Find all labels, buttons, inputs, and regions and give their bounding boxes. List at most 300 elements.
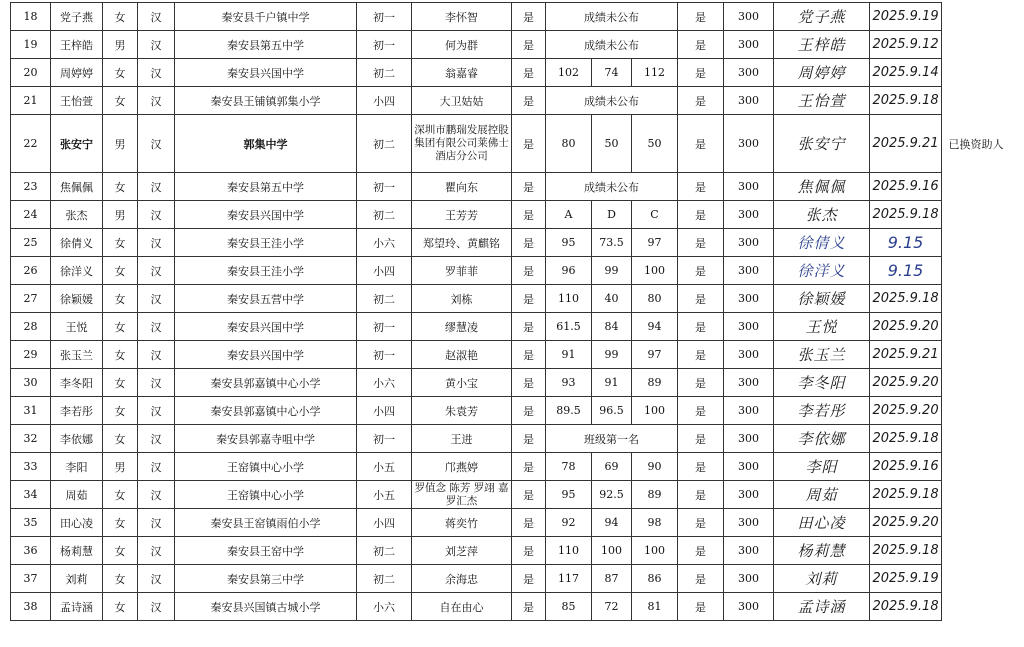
confirmed-cell: 是 xyxy=(678,425,724,453)
grade-cell: 小四 xyxy=(357,509,412,537)
row-number-cell: 30 xyxy=(11,369,51,397)
donor-cell: 王进 xyxy=(412,425,512,453)
student-name-cell: 徐洋义 xyxy=(51,257,103,285)
ethnicity-cell: 汉 xyxy=(138,397,175,425)
score-cell: 92 xyxy=(546,509,592,537)
row-number-cell: 26 xyxy=(11,257,51,285)
remark-cell xyxy=(942,59,1011,87)
row-number-cell: 32 xyxy=(11,425,51,453)
score-cell: 84 xyxy=(592,313,632,341)
amount-cell: 300 xyxy=(724,425,774,453)
grade-cell: 初二 xyxy=(357,565,412,593)
donor-cell: 翁嘉睿 xyxy=(412,59,512,87)
remark-cell xyxy=(942,173,1011,201)
gender-cell: 男 xyxy=(103,201,138,229)
confirmed-cell: 是 xyxy=(678,285,724,313)
score-cell: D xyxy=(592,201,632,229)
row-number-cell: 34 xyxy=(11,481,51,509)
grade-cell: 初一 xyxy=(357,31,412,59)
remark-cell xyxy=(942,257,1011,285)
eligibility-cell: 是 xyxy=(512,481,546,509)
signature-date-cell: 2025.9.19 xyxy=(870,565,942,593)
score-cell: 72 xyxy=(592,593,632,621)
eligibility-cell: 是 xyxy=(512,59,546,87)
score-cell: 112 xyxy=(632,59,678,87)
ethnicity-cell: 汉 xyxy=(138,257,175,285)
donor-cell: 刘芝萍 xyxy=(412,537,512,565)
table-row xyxy=(11,565,1011,593)
eligibility-cell: 是 xyxy=(512,565,546,593)
signature-cell: 田心凌 xyxy=(774,509,870,537)
row-number-cell: 29 xyxy=(11,341,51,369)
donor-cell: 罗值念 陈芳 罗翊 嘉 罗汇杰 xyxy=(412,481,512,509)
score-cell: 95 xyxy=(546,481,592,509)
signature-date-cell: 2025.9.20 xyxy=(870,509,942,537)
student-name-cell: 党子燕 xyxy=(51,3,103,31)
signature-cell: 张杰 xyxy=(774,201,870,229)
score-cell: 80 xyxy=(632,285,678,313)
score-cell: 95 xyxy=(546,229,592,257)
signature-date-cell: 2025.9.16 xyxy=(870,173,942,201)
gender-cell: 女 xyxy=(103,285,138,313)
student-name-cell: 李若彤 xyxy=(51,397,103,425)
student-name-cell: 徐颖媛 xyxy=(51,285,103,313)
confirmed-cell: 是 xyxy=(678,453,724,481)
signature-cell: 张安宁 xyxy=(774,115,870,173)
donor-cell: 何为群 xyxy=(412,31,512,59)
ethnicity-cell: 汉 xyxy=(138,3,175,31)
remark-cell xyxy=(942,453,1011,481)
grade-cell: 初二 xyxy=(357,285,412,313)
signature-date-cell: 2025.9.12 xyxy=(870,31,942,59)
sponsorship-roster-table xyxy=(10,2,1011,621)
row-number-cell: 18 xyxy=(11,3,51,31)
eligibility-cell: 是 xyxy=(512,369,546,397)
row-number-cell: 27 xyxy=(11,285,51,313)
donor-cell: 王芳芳 xyxy=(412,201,512,229)
ethnicity-cell: 汉 xyxy=(138,87,175,115)
amount-cell: 300 xyxy=(724,593,774,621)
school-cell: 秦安县第三中学 xyxy=(175,565,357,593)
gender-cell: 女 xyxy=(103,341,138,369)
ethnicity-cell: 汉 xyxy=(138,285,175,313)
signature-date-cell: 2025.9.18 xyxy=(870,201,942,229)
row-number-cell: 28 xyxy=(11,313,51,341)
donor-cell: 邝燕婷 xyxy=(412,453,512,481)
gender-cell: 女 xyxy=(103,173,138,201)
amount-cell: 300 xyxy=(724,285,774,313)
signature-date-cell: 2025.9.18 xyxy=(870,537,942,565)
amount-cell: 300 xyxy=(724,453,774,481)
signature-cell: 张玉兰 xyxy=(774,341,870,369)
remark-cell xyxy=(942,565,1011,593)
eligibility-cell: 是 xyxy=(512,173,546,201)
signature-date-cell: 2025.9.20 xyxy=(870,313,942,341)
ethnicity-cell: 汉 xyxy=(138,201,175,229)
remark-cell xyxy=(942,593,1011,621)
student-name-cell: 徐倩义 xyxy=(51,229,103,257)
ethnicity-cell: 汉 xyxy=(138,59,175,87)
row-number-cell: 36 xyxy=(11,537,51,565)
remark-cell xyxy=(942,369,1011,397)
student-name-cell: 周婷婷 xyxy=(51,59,103,87)
remark-cell xyxy=(942,509,1011,537)
grade-cell: 小四 xyxy=(357,87,412,115)
ethnicity-cell: 汉 xyxy=(138,453,175,481)
signature-cell: 刘莉 xyxy=(774,565,870,593)
student-name-cell: 杨莉慧 xyxy=(51,537,103,565)
table-row xyxy=(11,173,1011,201)
grade-cell: 初二 xyxy=(357,201,412,229)
amount-cell: 300 xyxy=(724,59,774,87)
gender-cell: 女 xyxy=(103,257,138,285)
signature-cell: 李阳 xyxy=(774,453,870,481)
table-row xyxy=(11,229,1011,257)
score-cell: 92.5 xyxy=(592,481,632,509)
student-name-cell: 李依娜 xyxy=(51,425,103,453)
signature-date-cell: 2025.9.21 xyxy=(870,115,942,173)
ethnicity-cell: 汉 xyxy=(138,425,175,453)
table-row xyxy=(11,425,1011,453)
table-row xyxy=(11,87,1011,115)
eligibility-cell: 是 xyxy=(512,313,546,341)
score-cell: 100 xyxy=(632,397,678,425)
eligibility-cell: 是 xyxy=(512,201,546,229)
signature-date-cell: 2025.9.20 xyxy=(870,369,942,397)
donor-cell: 余海忠 xyxy=(412,565,512,593)
score-cell: 61.5 xyxy=(546,313,592,341)
donor-cell: 赵淑艳 xyxy=(412,341,512,369)
school-cell: 秦安县王洼小学 xyxy=(175,229,357,257)
row-number-cell: 19 xyxy=(11,31,51,59)
eligibility-cell: 是 xyxy=(512,31,546,59)
score-cell: 73.5 xyxy=(592,229,632,257)
student-name-cell: 田心凌 xyxy=(51,509,103,537)
score-cell: 98 xyxy=(632,509,678,537)
grade-cell: 初二 xyxy=(357,537,412,565)
score-cell: 87 xyxy=(592,565,632,593)
student-name-cell: 王怡萱 xyxy=(51,87,103,115)
confirmed-cell: 是 xyxy=(678,509,724,537)
score-note-cell: 班级第一名 xyxy=(546,425,678,453)
grade-cell: 初一 xyxy=(357,341,412,369)
signature-cell: 党子燕 xyxy=(774,3,870,31)
score-cell: 100 xyxy=(592,537,632,565)
table-row xyxy=(11,285,1011,313)
table-row xyxy=(11,31,1011,59)
gender-cell: 女 xyxy=(103,565,138,593)
student-name-cell: 李阳 xyxy=(51,453,103,481)
ethnicity-cell: 汉 xyxy=(138,173,175,201)
donor-cell: 瞿向东 xyxy=(412,173,512,201)
signature-date-cell: 2025.9.16 xyxy=(870,453,942,481)
signature-cell: 李若彤 xyxy=(774,397,870,425)
school-cell: 秦安县郭嘉镇中心小学 xyxy=(175,369,357,397)
signature-cell: 孟诗涵 xyxy=(774,593,870,621)
signature-cell: 王怡萱 xyxy=(774,87,870,115)
ethnicity-cell: 汉 xyxy=(138,115,175,173)
row-number-cell: 20 xyxy=(11,59,51,87)
row-number-cell: 22 xyxy=(11,115,51,173)
confirmed-cell: 是 xyxy=(678,3,724,31)
remark-cell xyxy=(942,397,1011,425)
student-name-cell: 王悦 xyxy=(51,313,103,341)
table-row xyxy=(11,59,1011,87)
school-cell: 王窑镇中心小学 xyxy=(175,481,357,509)
amount-cell: 300 xyxy=(724,201,774,229)
amount-cell: 300 xyxy=(724,87,774,115)
table-row xyxy=(11,453,1011,481)
table-row xyxy=(11,509,1011,537)
remark-cell xyxy=(942,201,1011,229)
amount-cell: 300 xyxy=(724,229,774,257)
score-cell: 81 xyxy=(632,593,678,621)
remark-cell xyxy=(942,313,1011,341)
school-cell: 秦安县第五中学 xyxy=(175,31,357,59)
row-number-cell: 25 xyxy=(11,229,51,257)
row-number-cell: 31 xyxy=(11,397,51,425)
gender-cell: 女 xyxy=(103,87,138,115)
amount-cell: 300 xyxy=(724,537,774,565)
student-name-cell: 张杰 xyxy=(51,201,103,229)
score-cell: 110 xyxy=(546,537,592,565)
student-name-cell: 张安宁 xyxy=(51,115,103,173)
remark-cell xyxy=(942,285,1011,313)
confirmed-cell: 是 xyxy=(678,31,724,59)
score-cell: 78 xyxy=(546,453,592,481)
score-cell: C xyxy=(632,201,678,229)
school-cell: 秦安县兴国镇古城小学 xyxy=(175,593,357,621)
eligibility-cell: 是 xyxy=(512,341,546,369)
confirmed-cell: 是 xyxy=(678,173,724,201)
remark-cell xyxy=(942,3,1011,31)
amount-cell: 300 xyxy=(724,115,774,173)
grade-cell: 小六 xyxy=(357,229,412,257)
score-cell: 80 xyxy=(546,115,592,173)
donor-cell: 自在由心 xyxy=(412,593,512,621)
grade-cell: 小四 xyxy=(357,257,412,285)
ethnicity-cell: 汉 xyxy=(138,481,175,509)
row-number-cell: 21 xyxy=(11,87,51,115)
score-note-cell: 成绩未公布 xyxy=(546,173,678,201)
gender-cell: 女 xyxy=(103,313,138,341)
score-cell: A xyxy=(546,201,592,229)
ethnicity-cell: 汉 xyxy=(138,341,175,369)
confirmed-cell: 是 xyxy=(678,59,724,87)
gender-cell: 女 xyxy=(103,509,138,537)
remark-cell xyxy=(942,229,1011,257)
gender-cell: 男 xyxy=(103,115,138,173)
score-cell: 97 xyxy=(632,341,678,369)
row-number-cell: 24 xyxy=(11,201,51,229)
donor-cell: 郑望玲、黄麒铭 xyxy=(412,229,512,257)
remark-cell xyxy=(942,481,1011,509)
amount-cell: 300 xyxy=(724,31,774,59)
row-number-cell: 33 xyxy=(11,453,51,481)
confirmed-cell: 是 xyxy=(678,229,724,257)
score-cell: 91 xyxy=(592,369,632,397)
student-name-cell: 孟诗涵 xyxy=(51,593,103,621)
row-number-cell: 23 xyxy=(11,173,51,201)
eligibility-cell: 是 xyxy=(512,3,546,31)
table-row xyxy=(11,201,1011,229)
signature-date-cell: 2025.9.18 xyxy=(870,285,942,313)
eligibility-cell: 是 xyxy=(512,453,546,481)
amount-cell: 300 xyxy=(724,257,774,285)
eligibility-cell: 是 xyxy=(512,285,546,313)
student-name-cell: 李冬阳 xyxy=(51,369,103,397)
ethnicity-cell: 汉 xyxy=(138,229,175,257)
remark-cell xyxy=(942,537,1011,565)
score-cell: 89 xyxy=(632,481,678,509)
amount-cell: 300 xyxy=(724,3,774,31)
ethnicity-cell: 汉 xyxy=(138,509,175,537)
table-row xyxy=(11,481,1011,509)
signature-date-cell: 2025.9.18 xyxy=(870,481,942,509)
score-cell: 99 xyxy=(592,341,632,369)
ethnicity-cell: 汉 xyxy=(138,369,175,397)
signature-cell: 李依娜 xyxy=(774,425,870,453)
signature-date-cell: 9.15 xyxy=(870,257,942,285)
table-row xyxy=(11,257,1011,285)
confirmed-cell: 是 xyxy=(678,341,724,369)
ethnicity-cell: 汉 xyxy=(138,31,175,59)
score-cell: 86 xyxy=(632,565,678,593)
confirmed-cell: 是 xyxy=(678,593,724,621)
remark-cell xyxy=(942,87,1011,115)
score-cell: 102 xyxy=(546,59,592,87)
signature-cell: 李冬阳 xyxy=(774,369,870,397)
school-cell: 秦安县兴国中学 xyxy=(175,313,357,341)
donor-cell: 李怀智 xyxy=(412,3,512,31)
signature-date-cell: 2025.9.18 xyxy=(870,425,942,453)
signature-cell: 周婷婷 xyxy=(774,59,870,87)
table-row xyxy=(11,313,1011,341)
school-cell: 秦安县兴国中学 xyxy=(175,201,357,229)
school-cell: 郭集中学 xyxy=(175,115,357,173)
score-note-cell: 成绩未公布 xyxy=(546,3,678,31)
eligibility-cell: 是 xyxy=(512,509,546,537)
signature-date-cell: 2025.9.18 xyxy=(870,593,942,621)
gender-cell: 女 xyxy=(103,397,138,425)
score-cell: 117 xyxy=(546,565,592,593)
score-cell: 50 xyxy=(632,115,678,173)
eligibility-cell: 是 xyxy=(512,593,546,621)
remark-cell: 已换资助人 xyxy=(948,137,1004,151)
eligibility-cell: 是 xyxy=(512,115,546,173)
donor-cell: 深圳市鹏瑞发展控股集团有限公司莱佛士酒店分公司 xyxy=(412,115,512,173)
score-cell: 50 xyxy=(592,115,632,173)
score-cell: 89.5 xyxy=(546,397,592,425)
amount-cell: 300 xyxy=(724,565,774,593)
gender-cell: 女 xyxy=(103,537,138,565)
grade-cell: 小四 xyxy=(357,397,412,425)
grade-cell: 小五 xyxy=(357,453,412,481)
signature-date-cell: 2025.9.21 xyxy=(870,341,942,369)
score-cell: 40 xyxy=(592,285,632,313)
school-cell: 秦安县郭嘉寺咀中学 xyxy=(175,425,357,453)
school-cell: 秦安县王洼小学 xyxy=(175,257,357,285)
score-cell: 96 xyxy=(546,257,592,285)
eligibility-cell: 是 xyxy=(512,537,546,565)
score-cell: 96.5 xyxy=(592,397,632,425)
amount-cell: 300 xyxy=(724,397,774,425)
table-row xyxy=(11,115,1011,173)
confirmed-cell: 是 xyxy=(678,115,724,173)
school-cell: 秦安县王窑中学 xyxy=(175,537,357,565)
score-cell: 91 xyxy=(546,341,592,369)
gender-cell: 女 xyxy=(103,425,138,453)
table-row xyxy=(11,3,1011,31)
confirmed-cell: 是 xyxy=(678,201,724,229)
signature-cell: 徐倩义 xyxy=(774,229,870,257)
confirmed-cell: 是 xyxy=(678,481,724,509)
signature-cell: 王梓皓 xyxy=(774,31,870,59)
gender-cell: 女 xyxy=(103,59,138,87)
donor-cell: 黄小宝 xyxy=(412,369,512,397)
amount-cell: 300 xyxy=(724,341,774,369)
grade-cell: 初一 xyxy=(357,173,412,201)
grade-cell: 小五 xyxy=(357,481,412,509)
score-note-cell: 成绩未公布 xyxy=(546,87,678,115)
school-cell: 秦安县五营中学 xyxy=(175,285,357,313)
score-cell: 69 xyxy=(592,453,632,481)
gender-cell: 男 xyxy=(103,453,138,481)
grade-cell: 初一 xyxy=(357,425,412,453)
remark-cell xyxy=(942,425,1011,453)
row-number-cell: 38 xyxy=(11,593,51,621)
signature-cell: 徐洋义 xyxy=(774,257,870,285)
signature-date-cell: 2025.9.14 xyxy=(870,59,942,87)
confirmed-cell: 是 xyxy=(678,313,724,341)
grade-cell: 初一 xyxy=(357,3,412,31)
score-cell: 99 xyxy=(592,257,632,285)
donor-cell: 朱袁芳 xyxy=(412,397,512,425)
table-row xyxy=(11,341,1011,369)
grade-cell: 初二 xyxy=(357,115,412,173)
school-cell: 秦安县王窑镇雨伯小学 xyxy=(175,509,357,537)
table-row xyxy=(11,537,1011,565)
grade-cell: 初一 xyxy=(357,313,412,341)
signature-cell: 王悦 xyxy=(774,313,870,341)
ethnicity-cell: 汉 xyxy=(138,593,175,621)
table-row xyxy=(11,369,1011,397)
confirmed-cell: 是 xyxy=(678,537,724,565)
remark-cell xyxy=(942,31,1011,59)
confirmed-cell: 是 xyxy=(678,87,724,115)
ethnicity-cell: 汉 xyxy=(138,313,175,341)
donor-cell: 罗菲菲 xyxy=(412,257,512,285)
confirmed-cell: 是 xyxy=(678,565,724,593)
donor-cell: 缪慧凌 xyxy=(412,313,512,341)
confirmed-cell: 是 xyxy=(678,397,724,425)
gender-cell: 女 xyxy=(103,369,138,397)
gender-cell: 女 xyxy=(103,593,138,621)
student-name-cell: 张玉兰 xyxy=(51,341,103,369)
row-number-cell: 35 xyxy=(11,509,51,537)
score-cell: 74 xyxy=(592,59,632,87)
table-row xyxy=(11,593,1011,621)
student-name-cell: 王梓皓 xyxy=(51,31,103,59)
confirmed-cell: 是 xyxy=(678,369,724,397)
eligibility-cell: 是 xyxy=(512,257,546,285)
score-cell: 85 xyxy=(546,593,592,621)
gender-cell: 男 xyxy=(103,31,138,59)
score-cell: 89 xyxy=(632,369,678,397)
amount-cell: 300 xyxy=(724,313,774,341)
score-cell: 110 xyxy=(546,285,592,313)
signature-date-cell: 2025.9.18 xyxy=(870,87,942,115)
